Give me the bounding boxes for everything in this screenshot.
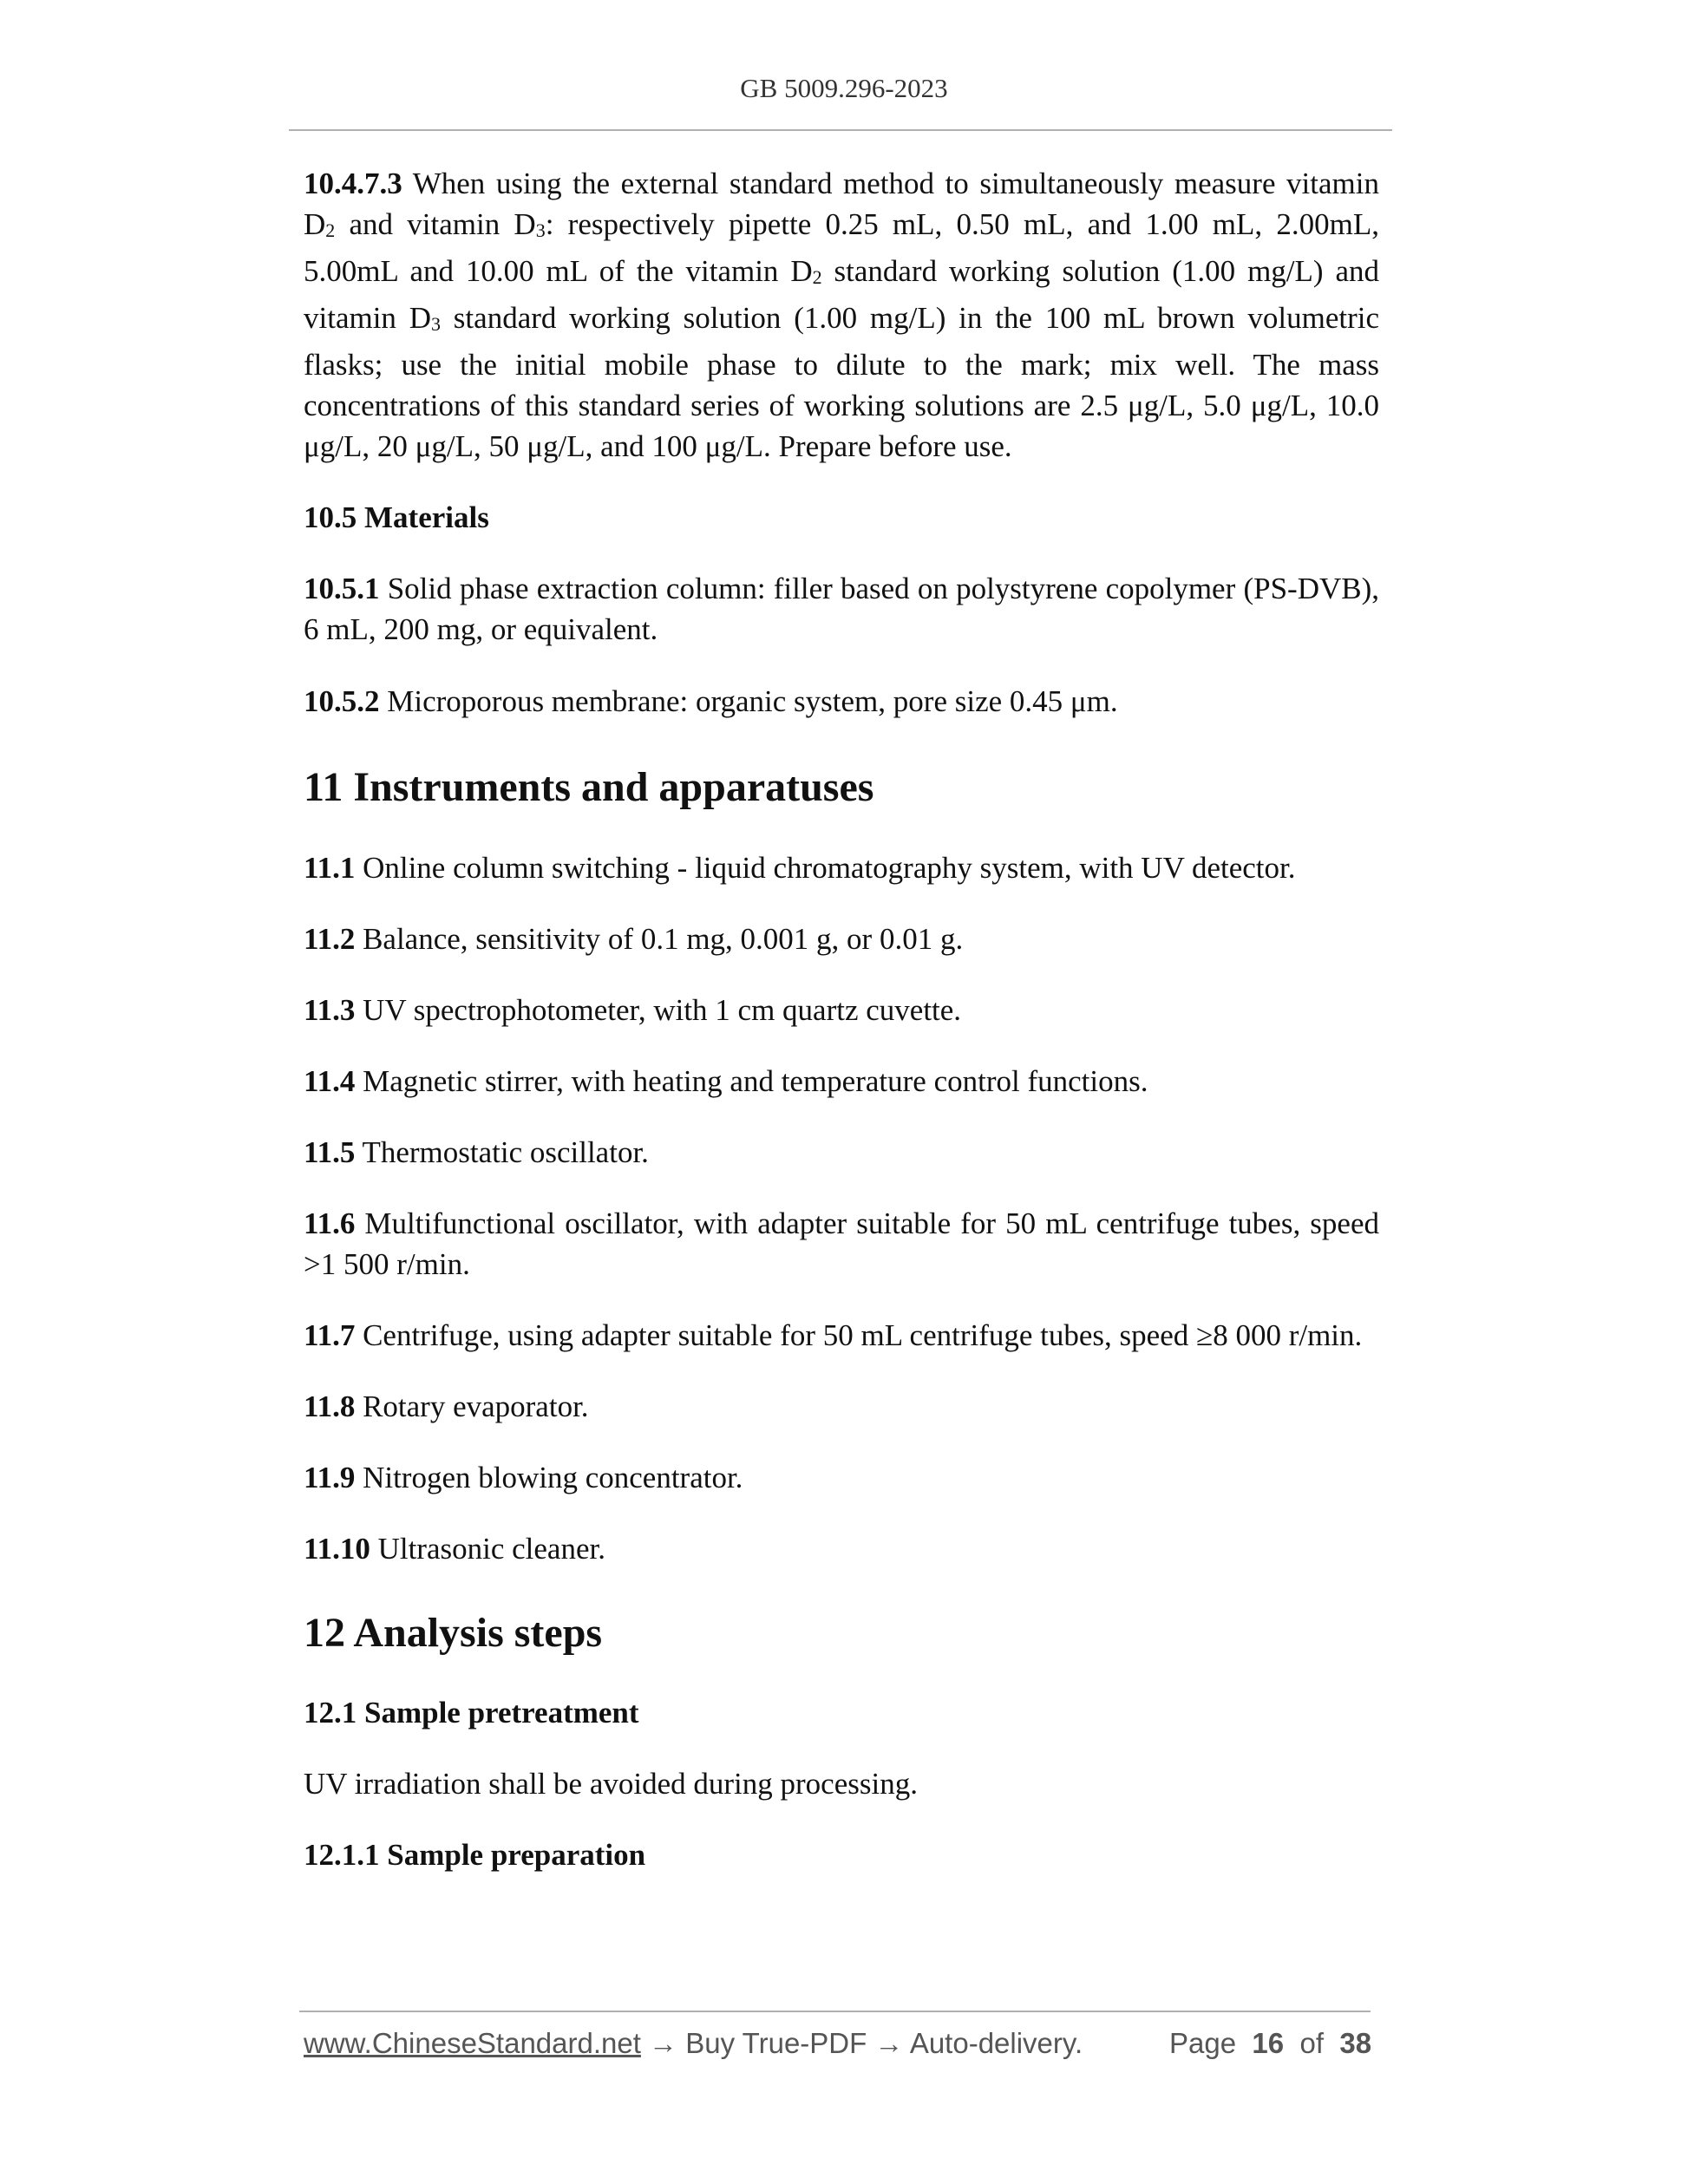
of-label: of <box>1299 2027 1325 2059</box>
subscript: 2 <box>812 266 822 288</box>
clause-text: Multifunctional oscillator, with adapter suitable for 50 mL centrifuge tubes, speed >1 500 r/min. <box>304 1206 1379 1281</box>
item-11-8 <box>304 1386 1379 1427</box>
clause-number: 11.7 <box>304 1318 356 1352</box>
item-11-7 <box>304 1315 1379 1356</box>
clause-text: Solid phase extraction column: filler based on polystyrene copolymer (PS-DVB), 6 mL, 200 mg, or equivalent. <box>304 572 1379 646</box>
item-11-1 <box>304 847 1379 888</box>
page-label: Page <box>1169 2027 1237 2059</box>
item-11-2 <box>304 919 1379 959</box>
clause-number: 11.5 <box>304 1135 356 1169</box>
footer-divider <box>299 2011 1371 2012</box>
paragraph-10-4-7-3 <box>304 163 1379 467</box>
clause-text: standard working solution (1.00 mg/L) in the 100 mL brown volumetric flasks; use the initial mobile phase to dilute to the mark; mix well. The mass concentrations of this standard series of working solutions are 2.5 μg/L, 5.0 μg/L, 10.0 μg/L, 20 μg/L, 50 μg/L, and 100 μg/L. Prepare before use. <box>304 301 1379 463</box>
clause-number: 11.6 <box>304 1206 356 1240</box>
page-footer <box>304 2027 1371 2060</box>
item-11-5 <box>304 1132 1379 1173</box>
clause-number: 11.10 <box>304 1532 370 1566</box>
item-11-10 <box>304 1528 1379 1569</box>
clause-number: 10.5.1 <box>304 572 380 605</box>
clause-text: : respectively pipette 0.25 mL, 0.50 mL, and 1.00 mL, 2.00mL, 5.00mL and 10.00 mL of the vitamin D <box>304 207 1379 288</box>
section-heading-10-5: 10.5 Materials <box>304 500 489 534</box>
clause-text: and vitamin D <box>335 207 536 241</box>
page-header-title: GB 5009.296-2023 <box>740 73 948 103</box>
clause-number: 11.2 <box>304 922 356 956</box>
document-body <box>304 163 1379 1875</box>
clause-text: Magnetic stirrer, with heating and temperature control functions. <box>355 1064 1148 1098</box>
clause-number: 11.9 <box>304 1461 356 1494</box>
section-heading-12-1-1: 12.1.1 Sample preparation <box>304 1838 646 1872</box>
item-11-9 <box>304 1457 1379 1498</box>
item-11-4 <box>304 1061 1379 1102</box>
clause-number: 11.1 <box>304 851 356 885</box>
paragraph-12-1: UV irradiation shall be avoided during processing. <box>304 1767 918 1801</box>
subscript: 3 <box>431 313 442 335</box>
clause-text: standard working solution (1.00 mg/L) and vitamin D <box>304 254 1379 335</box>
clause-text: Centrifuge, using adapter suitable for 50 mL centrifuge tubes, speed ≥8 000 r/min. <box>355 1318 1363 1352</box>
clause-number: 11.3 <box>304 993 356 1027</box>
clause-text: Rotary evaporator. <box>355 1390 589 1423</box>
current-page-number: 16 <box>1252 2027 1285 2059</box>
total-page-count: 38 <box>1339 2027 1372 2059</box>
item-11-6 <box>304 1203 1379 1285</box>
clause-text: When using the external standard method to simultaneously measure vitamin D <box>304 167 1379 241</box>
paragraph-10-5-2 <box>304 681 1379 722</box>
website-link[interactable]: www.ChineseStandard.net <box>304 2027 641 2059</box>
clause-text: Online column switching - liquid chromatography system, with UV detector. <box>355 851 1296 885</box>
chapter-heading-12: 12 Analysis steps <box>304 1610 603 1656</box>
clause-text: UV spectrophotometer, with 1 cm quartz cuvette. <box>355 993 962 1027</box>
clause-text: Balance, sensitivity of 0.1 mg, 0.001 g, or 0.01 g. <box>355 922 964 956</box>
paragraph-10-5-1 <box>304 568 1379 650</box>
item-11-3 <box>304 990 1379 1030</box>
footer-tagline: → Buy True-PDF → Auto-delivery. <box>640 2027 1083 2059</box>
clause-number: 10.4.7.3 <box>304 167 402 200</box>
clause-text: Microporous membrane: organic system, pore size 0.45 μm. <box>379 684 1118 718</box>
clause-number: 10.5.2 <box>304 684 380 718</box>
section-heading-12-1: 12.1 Sample pretreatment <box>304 1696 639 1730</box>
clause-number: 11.8 <box>304 1390 356 1423</box>
chapter-heading-11: 11 Instruments and apparatuses <box>304 764 874 810</box>
page-counter <box>1169 2027 1371 2060</box>
subscript: 2 <box>325 219 336 241</box>
clause-text: Ultrasonic cleaner. <box>370 1532 605 1566</box>
clause-number: 11.4 <box>304 1064 356 1098</box>
clause-text: Thermostatic oscillator. <box>355 1135 649 1169</box>
header-divider <box>289 129 1392 131</box>
clause-text: Nitrogen blowing concentrator. <box>355 1461 743 1494</box>
subscript: 3 <box>535 219 546 241</box>
